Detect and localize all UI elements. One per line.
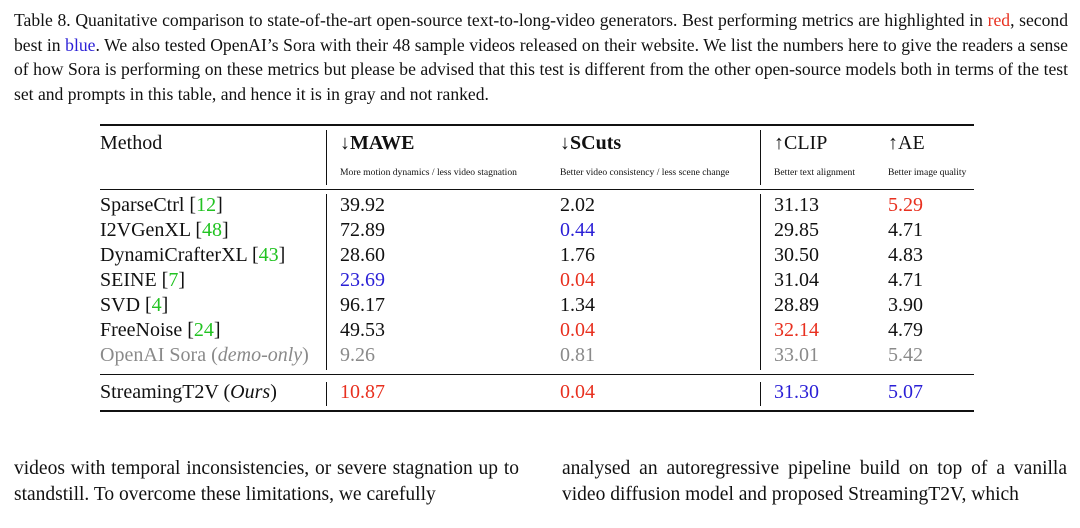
cell-ae: 3.90	[888, 294, 923, 316]
cell-scuts-second: 0.44	[560, 219, 595, 241]
cell-clip-best: 32.14	[774, 319, 819, 341]
method-bracket: ]	[278, 244, 286, 266]
cell-clip: 33.01	[774, 344, 819, 366]
cell-scuts: 1.34	[560, 294, 595, 316]
cell-scuts-best: 0.04	[560, 319, 595, 341]
cell-scuts: 1.76	[560, 244, 595, 266]
citation-link[interactable]: 43	[258, 244, 279, 266]
method-bracket: ]	[222, 219, 229, 241]
method-name: SEINE [	[100, 269, 169, 291]
body-text-left-column: videos with temporal inconsistencies, or severe stagnation up to standstill. To overcome these limitations, we carefully	[14, 458, 519, 505]
table-row-method	[100, 219, 229, 242]
table-vsep-1	[326, 130, 327, 185]
citation-link[interactable]: 12	[196, 194, 217, 216]
method-name: OpenAI Sora (	[100, 344, 218, 366]
cell-clip: 31.13	[774, 194, 819, 216]
method-name: SparseCtrl [	[100, 194, 197, 216]
method-bracket: )	[270, 381, 277, 403]
caption-red-word: red	[987, 10, 1011, 30]
method-name: DynamiCrafterXL [	[100, 244, 259, 266]
header-method: Method	[100, 132, 163, 154]
citation-link[interactable]: 24	[193, 319, 214, 341]
method-bracket: )	[302, 344, 309, 366]
cell-mawe: 28.60	[340, 244, 385, 266]
cell-clip: 31.04	[774, 269, 819, 291]
cell-ae-second: 5.07	[888, 381, 923, 403]
table-row-method	[100, 344, 309, 367]
table-row-method	[100, 194, 223, 217]
cell-scuts: 0.81	[560, 344, 595, 366]
method-note: demo-only	[217, 344, 303, 366]
cell-ae: 4.71	[888, 269, 923, 291]
header-scuts: ↓SCuts	[560, 132, 622, 154]
method-name: SVD [	[100, 294, 152, 316]
table-row-method	[100, 319, 221, 342]
method-name: I2VGenXL [	[100, 219, 203, 241]
table-ours-rule	[100, 374, 974, 375]
table-row-method	[100, 294, 168, 317]
method-bracket: ]	[216, 194, 223, 216]
cell-mawe-second: 23.69	[340, 269, 385, 291]
table-vsep-1c	[326, 382, 327, 406]
cell-scuts-best: 0.04	[560, 269, 595, 291]
citation-link[interactable]: 7	[168, 269, 179, 291]
caption-prefix: Table 8. Quanitative comparison to state-of-the-art open-source text-to-long-video generators. Best performing metrics are highlighted in	[14, 10, 988, 30]
table-vsep-2b	[760, 194, 761, 370]
cell-ae: 4.83	[888, 244, 923, 266]
table-row-method	[100, 269, 185, 292]
table-vsep-2c	[760, 382, 761, 406]
cell-clip-second: 31.30	[774, 381, 819, 403]
cell-scuts-best: 0.04	[560, 381, 595, 403]
cell-clip: 30.50	[774, 244, 819, 266]
method-bracket: ]	[213, 319, 221, 341]
cell-ae: 4.79	[888, 319, 923, 341]
method-name: FreeNoise [	[100, 319, 194, 341]
cell-ae: 5.42	[888, 344, 923, 366]
caption-blue-word: blue	[65, 34, 96, 55]
cell-scuts: 2.02	[560, 194, 595, 216]
cell-mawe-best: 10.87	[340, 381, 385, 403]
cell-mawe: 96.17	[340, 294, 385, 316]
caption-suffix: . We also tested OpenAI’s Sora with their 48 sample videos released on their website. We list the numbers here to give the readers a sense of how Sora is performing on these metrics but please be advised that this test is different from the other open-source models both in terms of the test set and prompts in this table, and hence it is in gray and not ranked.	[14, 34, 1068, 104]
method-note: Ours	[230, 381, 271, 403]
method-name: StreamingT2V (	[100, 381, 231, 403]
header-clip: ↑CLIP	[774, 132, 828, 154]
table-caption	[14, 8, 1068, 106]
citation-link[interactable]: 48	[202, 219, 223, 241]
cell-mawe: 72.89	[340, 219, 385, 241]
cell-mawe: 9.26	[340, 344, 375, 366]
citation-link[interactable]: 4	[151, 294, 162, 316]
cell-clip: 29.85	[774, 219, 819, 241]
table-row-method	[100, 244, 285, 267]
body-text-right-column: analysed an autoregressive pipeline build on top of a vanilla video diffusion model and proposed StreamingT2V, which	[562, 458, 1067, 505]
subheader-clip: Better text alignment	[774, 167, 855, 178]
cell-mawe: 49.53	[340, 319, 385, 341]
subheader-mawe: More motion dynamics / less video stagnation	[340, 167, 517, 178]
table-top-rule	[100, 124, 974, 126]
table-bottom-rule	[100, 410, 974, 412]
cell-ae: 4.71	[888, 219, 923, 241]
method-bracket: ]	[161, 294, 169, 316]
cell-mawe: 39.92	[340, 194, 385, 216]
table-header-rule	[100, 189, 974, 190]
header-ae: ↑AE	[888, 132, 925, 154]
cell-ae-best: 5.29	[888, 194, 923, 216]
table-vsep-1b	[326, 194, 327, 370]
subheader-scuts: Better video consistency / less scene change	[560, 167, 730, 178]
header-mawe: ↓MAWE	[340, 132, 415, 154]
table-row-ours	[100, 381, 277, 404]
subheader-ae: Better image quality	[888, 167, 967, 178]
table-vsep-2	[760, 130, 761, 185]
caption-mid: , second best in	[14, 10, 1069, 55]
cell-clip: 28.89	[774, 294, 819, 316]
method-bracket: ]	[178, 269, 185, 291]
